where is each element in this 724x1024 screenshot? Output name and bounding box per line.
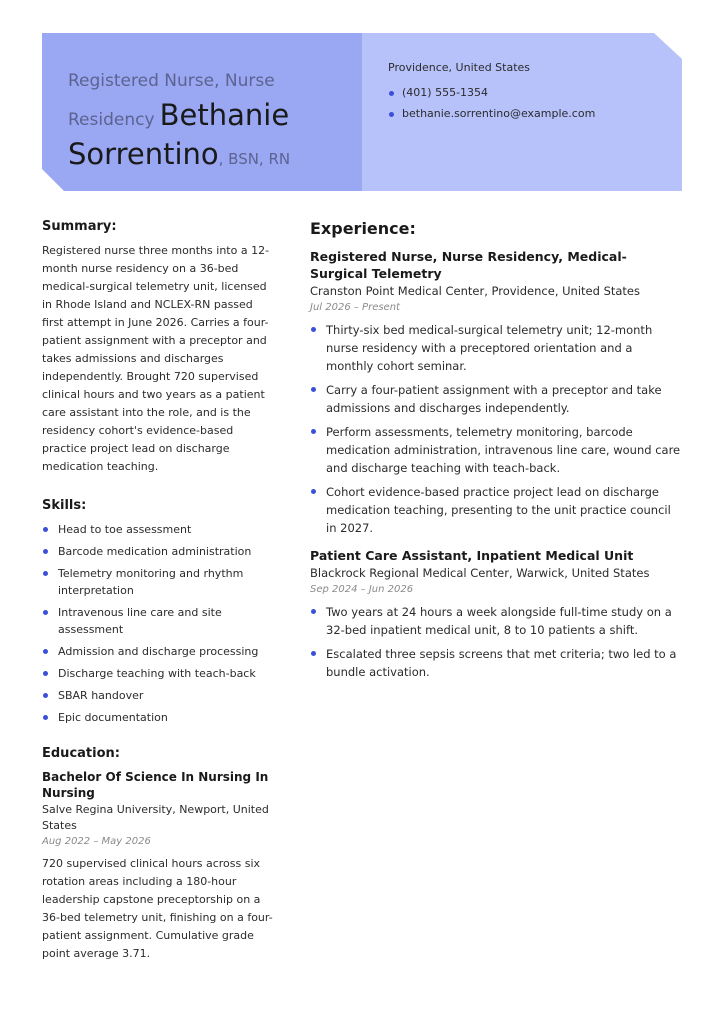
job-entry	[310, 547, 682, 681]
skill-item: Discharge teaching with teach-back	[42, 665, 274, 682]
employer: Cranston Point Medical Center, Providence, United States	[310, 284, 641, 298]
education-heading: Education:	[42, 746, 120, 761]
right-column	[310, 219, 682, 687]
job-bullets	[310, 603, 682, 681]
summary-section	[42, 219, 274, 476]
job-bullet: Thirty-six bed medical-surgical telemetry unit; 12-month nurse residency with a preceptored orientation and a monthly cohort seminar.	[310, 321, 682, 375]
skill-item: Epic documentation	[42, 709, 274, 726]
job-bullet: Cohort evidence-based practice project lead on discharge medication teaching, presenting to the unit practice council in 2027.	[310, 483, 682, 537]
education-section	[42, 746, 274, 963]
skills-heading: Skills:	[42, 498, 87, 513]
contact-list	[388, 86, 595, 120]
job-bullet: Escalated three sepsis screens that met criteria; two led to a bundle activation.	[310, 645, 682, 681]
job-bullet: Two years at 24 hours a week alongside full-time study on a 32-bed inpatient medical unit, 8 to 10 patients a shift.	[310, 603, 682, 639]
name-block	[68, 64, 353, 176]
job-title: Patient Care Assistant, Inpatient Medical Unit	[310, 548, 634, 563]
skills-section	[42, 498, 274, 726]
job-bullets	[310, 321, 682, 537]
skill-item: Telemetry monitoring and rhythm interpretation	[42, 565, 274, 599]
job-role: Registered Nurse, Nurse Residency	[68, 71, 275, 130]
job-dates: Jul 2026 – Present	[310, 302, 400, 313]
skill-item: SBAR handover	[42, 687, 274, 704]
experience-heading: Experience:	[310, 219, 416, 238]
job-bullet: Carry a four-patient assignment with a preceptor and take admissions and discharges independently.	[310, 381, 682, 417]
left-column	[42, 219, 274, 963]
job-title: Registered Nurse, Nurse Residency, Medical-Surgical Telemetry	[310, 249, 627, 281]
employer: Blackrock Regional Medical Center, Warwick, United States	[310, 566, 650, 580]
summary-heading: Summary:	[42, 219, 117, 234]
skill-item: Admission and discharge processing	[42, 643, 274, 660]
skill-item: Barcode medication administration	[42, 543, 274, 560]
job-bullet: Perform assessments, telemetry monitoring, barcode medication administration, intravenous line care, wound care and discharge teaching with teach-back.	[310, 423, 682, 477]
job-entry	[310, 248, 682, 537]
school: Salve Regina University, Newport, United States	[42, 803, 269, 832]
location: Providence, United States	[388, 61, 531, 74]
degree-title: Bachelor Of Science In Nursing In Nursing	[42, 770, 269, 800]
credentials: , BSN, RN	[218, 150, 291, 168]
candidate-name: Bethanie Sorrentino	[68, 98, 290, 171]
skills-list	[42, 521, 274, 726]
education-text: 720 supervised clinical hours across six rotation areas including a 180-hour leadership capstone preceptorship on a 36-bed telemetry unit, finishing on a four-patient assignment. Cumulative grade point average 3.71.	[42, 857, 273, 960]
email: bethanie.sorrentino@example.com	[388, 107, 595, 120]
skill-item: Head to toe assessment	[42, 521, 274, 538]
contact-info	[388, 61, 595, 128]
education-dates: Aug 2022 – May 2026	[42, 836, 151, 847]
phone: (401) 555-1354	[388, 86, 595, 99]
skill-item: Intravenous line care and site assessment	[42, 604, 274, 638]
summary-text: Registered nurse three months into a 12-month nurse residency on a 36-bed medical-surgical telemetry unit, licensed in Rhode Island and NCLEX-RN passed first attempt in June 2026. Carries a four-patient assignment with a preceptor and takes admissions and discharges independently. Brought 720 supervised clinical hours and two years as a patient care assistant into the role, and is the residency cohort's evidence-based practice project lead on discharge medication teaching.	[42, 244, 270, 473]
job-dates: Sep 2024 – Jun 2026	[310, 584, 414, 595]
